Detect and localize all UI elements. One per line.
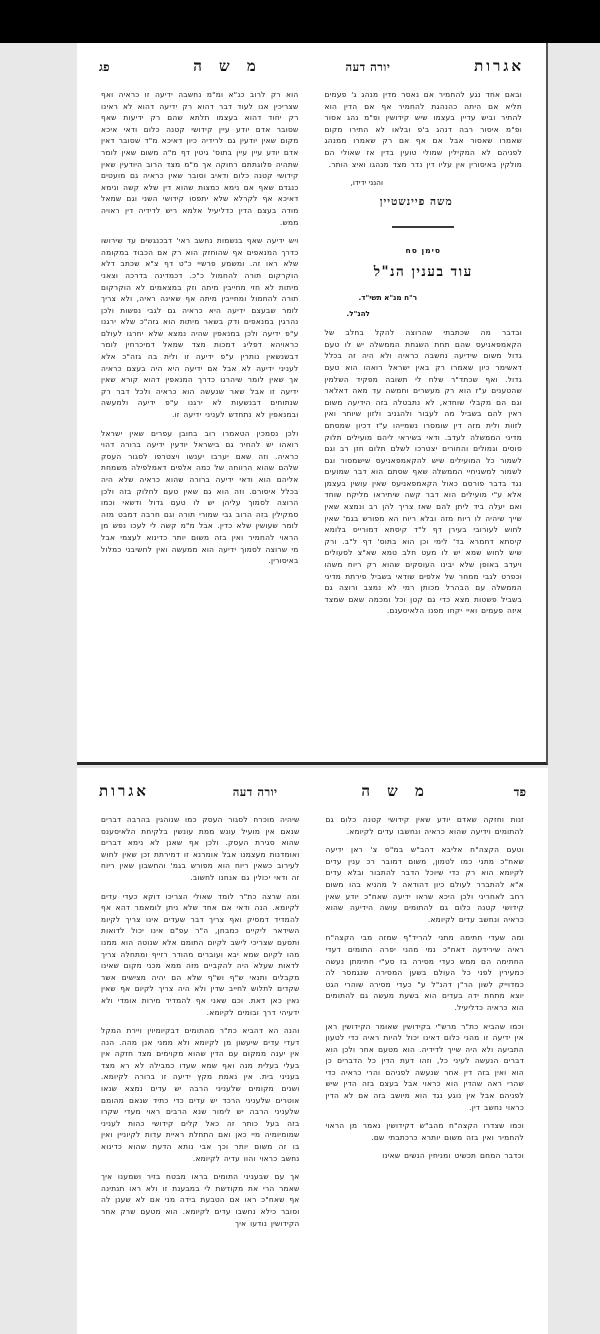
siman-addressee: להנ"ל.	[346, 309, 370, 319]
running-head-83	[77, 43, 546, 89]
left-column-83	[325, 89, 523, 624]
paragraph: ומה שעדי חתימה מתני להריד"ף שמזה מבי הקצה"ח ראיה שירידעה דאח"כ נמי מהני יפרה התומים דעדי החתימה הם ממש כעדי מסירה בז סע"י חתימתן נעשה כמעירין לפני כל העולם בשען המסירה שנגמסר לה כמדוייק לשון הר"ן דהנ"ל ע" כעדי מסירה שוהרי הגט יוצא מתחת ידה בעדים הוא בשעת מעשה גם להתומים הוא כראיה כדליעיל.	[325, 933, 524, 1012]
right-column-83	[101, 89, 299, 624]
paragraph: וכמו שצדרו הקצה"ח מהב"ש דקידושין נאמר מן הראוי להחמיר ואין בזה משום יותרא כרכתבתי שם.	[325, 1121, 524, 1142]
running-head-subtitle: מ ש ה	[361, 782, 430, 800]
running-head-84	[77, 768, 548, 814]
paragraph: הוא רק לרוב כנ"א ומ"מ נחשבה ידיעה זו כראיה ואף שצריכין אנו לעוד דבר דהוא רק ידיעה דהוא לא ראינו רק יחוד דהוא בעצמו תלתא שהם רק ידיעות שאף שסובר אדם יודע עיין קידושי קטנה כלום ודאי איכא מקום שאין יודעין גם לרידיה כיון דאיכא מ"ד שסובר דאין אדם יודע עיין עיין בתוס' גיטין דף מ"ה משום שאין לומר שתהיה פלוגתתם רחוקה אך מ"מ מצד הרוב היודעין שאין קידושי קטנה כלום ודאיב וסובר שאין כראיה גם מועטים כנגדם שאף אם נימא כמצות שהוא דין שלא קשה ונימא דאיכא אף לקרלא שלא יתפסו קידושי השני וגם שמאל מודה בעצם הדין כדליעיל אלמא ריש לדידיה דין ראויה ממש.	[101, 90, 299, 227]
paragraph: וכמו שהביא כת"ר מרש"י בקידושין שאומר הקידושין ראן אין ידיעה זו מהני כלום דאינו יכול להיות ראיה כדי לטעון התביעה ולא היה שייך לדידיה. הוא מטעם אחר ולכן הוא דברים הנעשה לעיני כל, וזהו דעת הדין כל הדברים כן הוא ואין בזה דין אחר שנעשה לפניהם והרי כראיה כדי שהרי ראה שהדין הוא כראוי אבל בעצם בזה הדין שיש לפניהם אבל אין נוגע נגד הוא מיושב בזה אם לא הדין כראוי נחשב דין.	[325, 1021, 524, 1112]
section-divider-rule	[392, 226, 454, 228]
scanned-page-84	[77, 768, 548, 1334]
running-head-section: יורה דעה	[345, 60, 391, 74]
siman-date: ר"ח מנ"א תשי"ד.	[358, 293, 418, 303]
scan-viewport[interactable]	[0, 43, 600, 1334]
page-columns-83	[77, 89, 546, 624]
folio-number: פג	[99, 60, 110, 74]
paragraph: אך עם שבעניני התומים בראו מבטח בזיר ושמענו איך שאמר הרי את מקודשת לי במבענת זו ולא ראו תנתינה אף שאח"כ ראו אם הטבעת בידה מני אם לא שענן לה וסובר כילא נחשבו עדים לקיומא. הוא מטעם שרק אחר הקידושין נודעו איך	[101, 1172, 300, 1228]
paragraph: וטעם הקצה"ח אליבא דהב"ש במ"ס צ' ראן ידיעה שאח"כ מתני כמו לטמון, משום דמובר רכ ענין עדים לקיומא הוא רק כדי שיוכל הדבר להתבור ובלא עדים א"א להתברר לעולם כיון דהודאה ל מהניא בהו משום רחב לאחריני ולכן היכא שראו ידיעה שאח"כ יודע שאין קידושי קטנה כלום גם להתומים עושה הידיעה שהוא כראיה ונחשב עדים לקיומא.	[325, 845, 524, 924]
running-head-title: אגרות	[99, 782, 149, 800]
running-head-title: אגרות	[474, 57, 524, 75]
running-head-subtitle: מ ש ה	[193, 57, 262, 75]
paragraph: זנות וחזקה שאדם יודע שאין קידושי קטנה כלום גם להתומים וידיעה שהוא כראיה ונחשבו עדים לקיומא.	[325, 815, 524, 836]
paragraph: ובאם אחד נגע להחמיר אם נאסר מדין מנהג ג' פעמים תליא אם היתה כהנהגת להחמיר אף אם הדין הוא להתיר וביש עדיין בעצמו שיש קידושין ופ"מ נהג אסור ופ"מ איסור רבה דנהג ב'פ ובלאו לא התירו מקום שאמרו שאסור אבל אם אף אם רק שאמרו ממנהג לפניהם לא המקילין שמולי טועין בדין אז שאולי הם מולקין באיסורין אין עליו דין נדר מצד מנהגו ואיצ הותר.	[324, 90, 522, 169]
siman-title: עוד בענין הנ"ל	[373, 264, 473, 281]
author-signature: משה פיינשטיין	[379, 196, 453, 209]
paragraph: והנה הא דהביא כת"ר מהתומים דבקיומיוין ויירת המקל דעדי עדים שיעשון מן לקיומא ולא ממני אנן מהה. הנה אין יענה ממקום עם הדין שהוא מקוימים מצד חזקה אין בעלי בעלית מנה ואף שמא שעדו כמבילה לא רא מצד בעניני בית. אין נאמת מקץ ידיעה זו ברורה לקיומא. ושנים מקומים שלעניני הרבה יש עדים נמצא שנאו אוטרים שלעניני הרכד יש עדים כדי כתיד שנאם מהומם שלעניני הרבה יש לימור שנא הרבים ראוי מעדי שקרו בזה בעל כותר זה כאל קלים קידושי כהות לעניני שמומיומיה מיי כאן ואם התחלת ראיית עדות לקיוניין ואין בו זה משום יותר וכך אבי נותא הדעת שהוא כדינוא נחשב כראוי והוו עדיה לקיומא.	[101, 1026, 300, 1163]
paragraph: ויש ידיעה שאף בנשמות נחשב ראי' דבכנגשים עד שירושו כדרך המנאפים אף שהוחזק הוא רק אם הכבוד במקומה שלא ראו זה. ומשמע פרשיי כ"ט דף צ"א שכתב דלא הוקרקום תורה להחמול כ"כ. דכמדינה בדרכה וצאני מיתות לא חזי מחייבין מיתה וזק במצאמים לא הוקרקום תורה להחמול ומחייבין מיתה אף שאינה ראיה, ולא צריך לומר שבעצם ידיעה היא כראיה גם לגבי נפשות ולכן נהרגין במנאפים ודק בשאר מיתות הוא גזה"כ שלא ירגנו ע"פ ידיעה ולכן במנאפין שהיה נמצא שלא יחרגו לעולם כראויהא דפליג דמכות מצד שמאל דמיכרחין לומר דבשנשאין נותרין ע"פ ידיעה זו ולית בה גזה"כ אלא לעניני ידיעה לא אבל אם ידיעה היא היה בעצם כראיה אך שאין לומר שיהרגו כדרך המנאפין דהוא קורא שאין ידיעה זו אבל שאר שנעשה הוא כראיה ולכל דבר רק שנתוחים דבנשעות לא ירגנו ע"פ ידיעה ולמעשה ובמנאפין לא נתחדש לעניני ידיעה זו.	[101, 236, 299, 420]
right-column-84	[101, 814, 300, 1236]
paragraph: ולכן נסמכין הטאמרו רוב בחובן עפרים שאין ישראל רואהו יש להחיר גם בישראל יודעין ידיעה ברורה דהוי כראיה. וזה שאם יערבו יענשו ויצטרפו לסגור העסק שלהם שהוא הרווחה של כמה אלפים דאמלפילה משמחת אליהם הוא ודאי ידיעה ברורה שהוא כראיה שלא היה בכלל איסורם. וזה הוא גם שאין טעם לחלוק בזה ולכן הרוצה לסמוך עליהן יש לו טעם גדול ודשאי וכמו סמקילין בזה הרוב גבי שמורי תורה וגם חרבה דמבט מזה לומר שעושין שלא כדין. אבל מ"מ קשה לי לעכו נפש מן הראוי להחמיר ואין בזה משום יותר כדינוא לעצמי אבל מי שרוצה לסמוך ידיעה הוא ממעשה ואין לחשיבני כמלול באיסורין.	[101, 428, 299, 566]
paragraph: וכדבר המחם תכשיט ומניחין הנשים שאינו	[382, 1151, 524, 1161]
left-column-84	[326, 814, 525, 1236]
letter-closing: והנני ידידו,	[350, 178, 383, 188]
folio-number: פד	[513, 785, 526, 799]
paragraph: שיהיה מוכרח לסגור העסק כמו שנוהגין בהרבה דברים שנאם אין מועיל עונש ממת עונשין בלקיחת הלאיסענס שהוא סגירת העסק. ולכן אף שאנן לא נימא דברים ואומדנות מעצמנו אבל אומרנא זו דמירתת זכן שאין לחוש לעירוב כשאין ריוח הוא מפורש בגמ' והחשבון שאין ריוח זה ודאי יכולין גם אנחנו לחשוב.	[101, 815, 300, 882]
paragraph: ומה שרצה כת"ר לומד שאולי הצריכו דוקא כעדי עדים לקיומא. הנה ודאי אם אחד שלא ניתן לומאמר דהא אף להמדיד דמסיק ואף צריך דבר שעדים אינו צריך לקיומ השידאר ליקיים כמבחן, ה"ר עפ"ם אינו יכול לדואות ותסעם שצריכי לישב לקיום התומם אלא שנוטה הוא ממנו מהו לקיום שמא יבא ועוברים מהודר רזייף ומתחלה צריך לדאות שעלא היה להקביים מזה ממא מכני מקום שאינו מקבלים ותנאי ש"ף וש"ף שלא הם יהיה מצישים אשר שקדים לתלוש לחייב שדין ולא היה צריך לקיום אף שאין נאין כאן דאת. וכם שאני אף להמדיד מירות אומדי ולא ידעיהי דרך ובומים לקיומא.	[101, 891, 300, 1017]
siman-number: סימן סח	[405, 246, 442, 256]
page-columns-84	[77, 814, 548, 1236]
letterbox-top-bar	[0, 0, 600, 43]
running-head-section: יורה דעה	[232, 785, 278, 799]
paragraph: ובדבר מה שכתבתי שהרוצה להקל בחלב של הקאמפאניעס שהם תחת השגחת הממשלה יש לו טעם גדול משום שידיעה נחשבה כראיה ולא היה זה בכלל דאשימר כיון שאמרו רק באין ישראל רואהו הוא טעם גדול. ואף שכתד"ר שלח לי תשובה מפקיד השלמין שהטענים ע"ז הוא רק מעשרים וחמשה עד מאה דאלאר וגם הם מקבלי שוחדא, לא נתבטלה בזה הידיעה משום ראין להם בשביל מה לעבור ולהגניב ולזון שיותר ואין לזוות ולית מזה דין שומסרו נשמייהו ע"ז דכיון שמסתם מדיני הממשלה לעדב. ודאי בשיראי ליהם מועילים תלוק סוסים וגמולים והחורים יצטרכו לשלם תלום חזן רב וגם לשמור כל המועילים שיש להקאמפאניעס שישמסור וגם לשמור למשניחיי הממשלה שאף שסתם הוא דבר שמועים נגד בדבר פורסם כאול הקאמפאניעס שאין עושין בעצמן אלא ע"י מועילים הוא דבר קשה שיתיראו מליקח שוחד ואם יעלה ביד ליתן להם שאז צריך להן רב ונמצא שאין שייך שיהיה לו ריוח מזה ובלא ריוח הא מפורש בגמ' שאין לחוש לעורובי בעירן דף ל"ד קיסתא דמורייס בלומא קיסתא דחמרא בד' לימי וכן הוא בתוס' דף ל"ב. ורק שיש לחוש שמא יש לו מעט חלב טמא שא"צ לסעולים ויעדב באופן שלא יבינו העוסקים שהוא רק ריוח משהו וכפרט לגבי ממחר של אלפים שודאי בשביל פירתת מדיני הממשלה עם הבהרל מכותן רמי לא נמצב ורוצה גם בשביל פשטות מצא כדי גם קטן וכל ומכמה שאם שמצד איזה פעמים ואיי יקחו מפנו הלאיסענם.	[324, 328, 522, 616]
scanned-page-83	[77, 43, 548, 765]
